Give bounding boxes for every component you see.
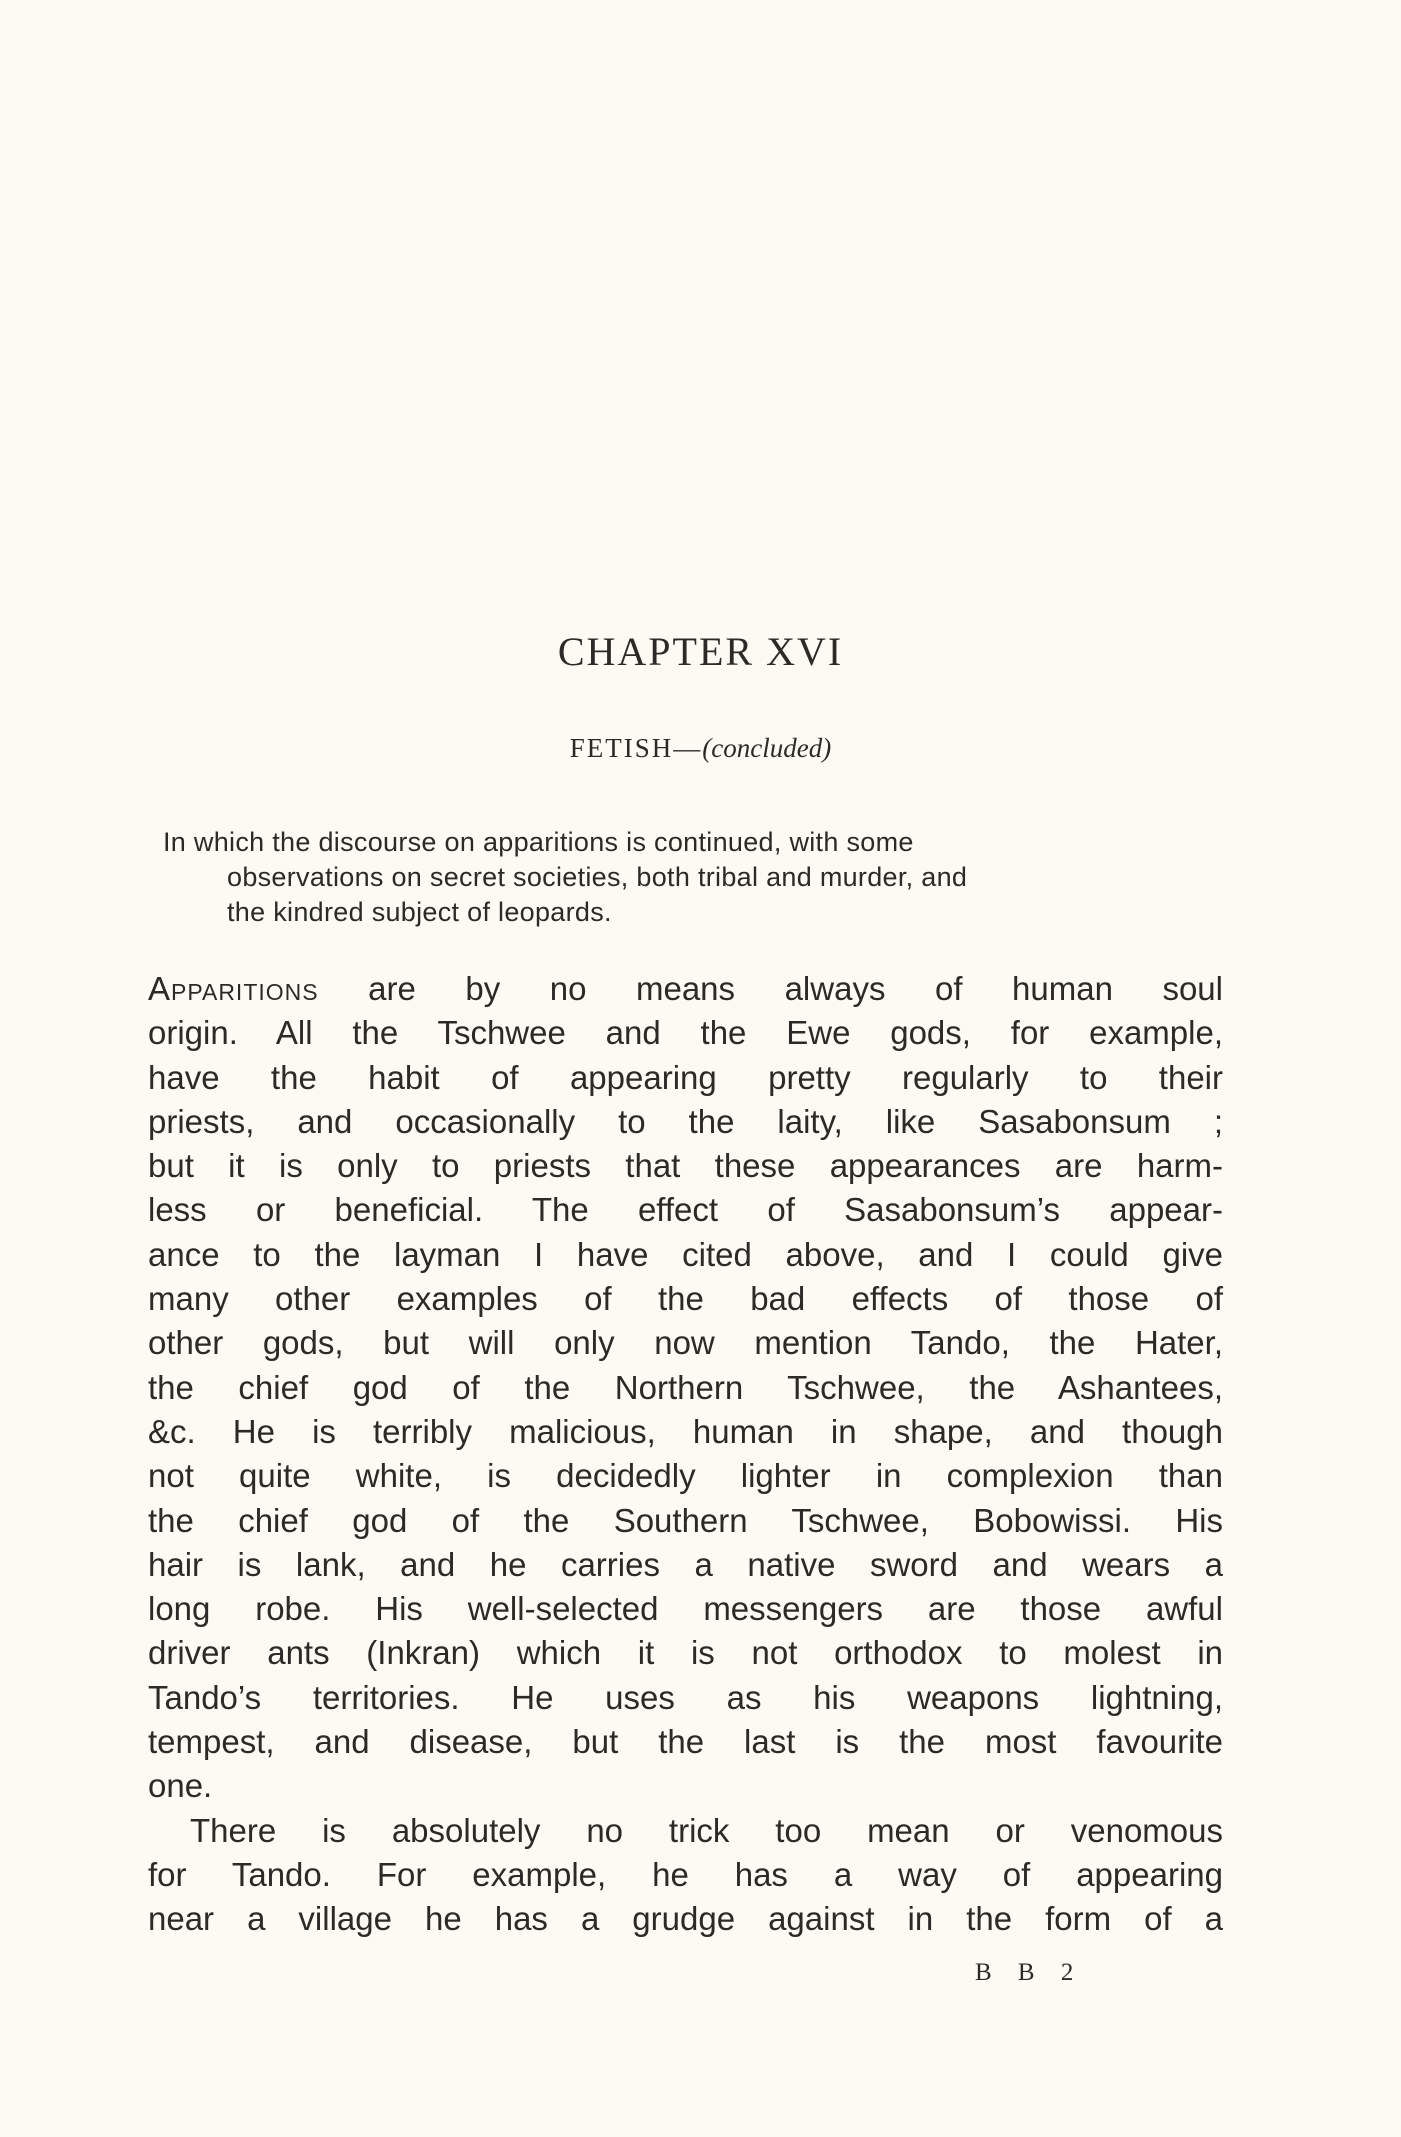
body-line: other gods, but will only now mention Tando, the Hater, [148,1324,1223,1362]
body-line: one. [148,1767,213,1805]
body-line: &c. He is terribly malicious, human in shape, and though [148,1412,1223,1450]
body-line: near a village he has a grudge against in the form of a [148,1900,1223,1938]
body-line [148,967,1223,1011]
body-line: but it is only to priests that these appearances are harm- [148,1147,1223,1185]
page-signature: B B 2 [975,1959,1084,1986]
body-line: hair is lank, and he carries a native sword and wears a [148,1545,1223,1583]
body-line: priests, and occasionally to the laity, like Sasabonsum ; [148,1102,1223,1140]
body-line: for Tando. For example, he has a way of appearing [148,1855,1223,1893]
subtitle-italic: (concluded) [702,733,832,763]
synopsis-line: observations on secret societies, both tribal and murder, and [227,862,968,892]
synopsis-line: In which the discourse on apparitions is continued, with some [163,827,914,857]
synopsis-line: the kindred subject of leopards. [227,897,612,927]
body-line: Tando’s territories. He uses as his weapons lightning, [148,1678,1223,1716]
body-line: origin. All the Tschwee and the Ewe gods, for example, [148,1014,1223,1052]
body-line: the chief god of the Southern Tschwee, Bobowissi. His [148,1501,1223,1539]
body-text [148,967,1223,1942]
subtitle-main: FETISH— [569,733,703,763]
body-line: ance to the layman I have cited above, and I could give [148,1235,1223,1273]
body-line: tempest, and disease, but the last is the most favourite [148,1723,1223,1761]
body-line: many other examples of the bad effects of those of [148,1280,1223,1318]
body-line: less or beneficial. The effect of Sasabonsum’s appear- [148,1191,1223,1229]
body-line-rest: are by no means always of human soul [318,970,1223,1007]
body-line: driver ants (Inkran) which it is not orthodox to molest in [148,1634,1223,1672]
body-line: have the habit of appearing pretty regularly to their [148,1058,1223,1096]
body-line: the chief god of the Northern Tschwee, the Ashantees, [148,1368,1223,1406]
body-line: long robe. His well-selected messengers are those awful [148,1590,1223,1628]
body-line: There is absolutely no trick too mean or venomous [190,1811,1223,1849]
chapter-synopsis [163,825,1230,930]
body-line: not quite white, is decidedly lighter in complexion than [148,1457,1223,1495]
chapter-title: CHAPTER XVI [557,629,844,674]
body-first-word: Apparitions [148,970,319,1007]
chapter-subtitle [0,730,1401,766]
